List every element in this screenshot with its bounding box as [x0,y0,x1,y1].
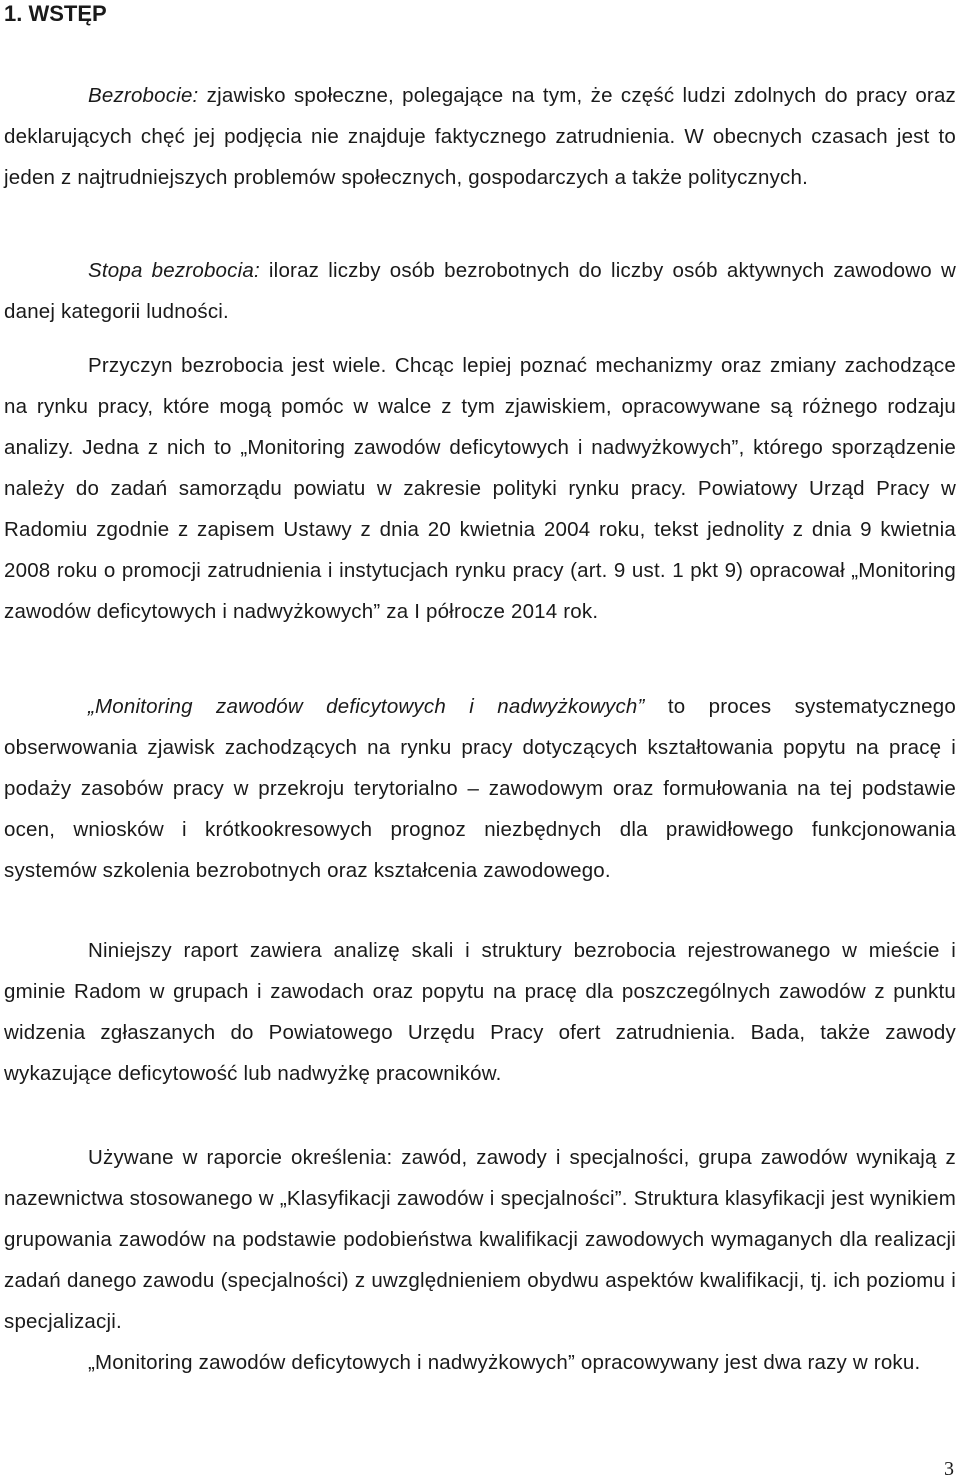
monitoring-definition-paragraph [4,686,956,891]
report-scope-paragraph [4,930,956,1094]
term-unemployment: Bezrobocie: [88,84,199,107]
section-heading: 1. WSTĘP [4,1,107,26]
report-scope-text: Niniejszy raport zawiera analizę skali i struktury bezrobocia rejestrowanego w mieście i gminie Radom w grupach i zawodach oraz popytu na pracę dla poszczególnych zawodów z punktu widzenia zgłaszanych do Powiatowego Urzędu Pracy ofert zatrudnienia. Bada, także zawody wykazujące deficytowość lub nadwyżkę pracowników. [4,939,956,1085]
definition-unemployment-paragraph [4,75,956,198]
terminology-paragraph [4,1137,956,1342]
definition-unemployment-rate-text: iloraz liczby osób bezrobotnych do liczby osób aktywnych zawodowo w danej kategorii ludności. [4,259,956,323]
frequency-paragraph [4,1342,956,1383]
frequency-text: „Monitoring zawodów deficytowych i nadwyżkowych” opracowywany jest dwa razy w roku. [88,1351,921,1374]
definition-unemployment-text: zjawisko społeczne, polegające na tym, że część ludzi zdolnych do pracy oraz deklarujących chęć jej podjęcia nie znajduje faktycznego zatrudnienia. W obecnych czasach jest to jeden z najtrudniejszych problemów społecznych, gospodarczych a także politycznych. [4,84,956,189]
causes-text: Przyczyn bezrobocia jest wiele. Chcąc lepiej poznać mechanizmy oraz zmiany zachodzące na rynku pracy, które mogą pomóc w walce z tym zjawiskiem, opracowywane są różnego rodzaju analizy. Jedna z nich to „Monitoring zawodów deficytowych i nadwyżkowych”, którego sporządzenie należy do zadań samorządu powiatu w zakresie polityki rynku pracy. Powiatowy Urząd Pracy w Radomiu zgodnie z zapisem Ustawy z dnia 20 kwietnia 2004 roku, tekst jednolity z dnia 9 kwietnia 2008 roku o promocji zatrudnienia i instytucjach rynku pracy (art. 9 ust. 1 pkt 9) opracował „Monitoring zawodów deficytowych i nadwyżkowych” za I półrocze 2014 rok. [4,354,956,623]
causes-paragraph [4,345,956,632]
monitoring-definition-text: to proces systematycznego obserwowania zjawisk zachodzących na rynku pracy dotyczących kształtowania popytu na pracę i podaży zasobów pracy w przekroju terytorialno – zawodowym oraz formułowania na tej podstawie ocen, wniosków i krótkookresowych prognoz niezbędnych dla prawidłowego funkcjonowania systemów szkolenia bezrobotnych oraz kształcenia zawodowego. [4,695,956,882]
page-number: 3 [944,1458,954,1480]
term-monitoring: „Monitoring zawodów deficytowych i nadwyżkowych” [88,695,645,718]
term-unemployment-rate: Stopa bezrobocia: [88,259,260,282]
definition-unemployment-rate-paragraph [4,250,956,332]
terminology-text: Używane w raporcie określenia: zawód, zawody i specjalności, grupa zawodów wynikają z nazewnictwa stosowanego w „Klasyfikacji zawodów i specjalności”. Struktura klasyfikacji jest wynikiem grupowania zawodów na podstawie podobieństwa kwalifikacji zawodowych wymaganych dla realizacji zadań danego zawodu (specjalności) z uwzględnieniem obydwu aspektów kwalifikacji, tj. ich poziomu i specjalizacji. [4,1146,956,1333]
